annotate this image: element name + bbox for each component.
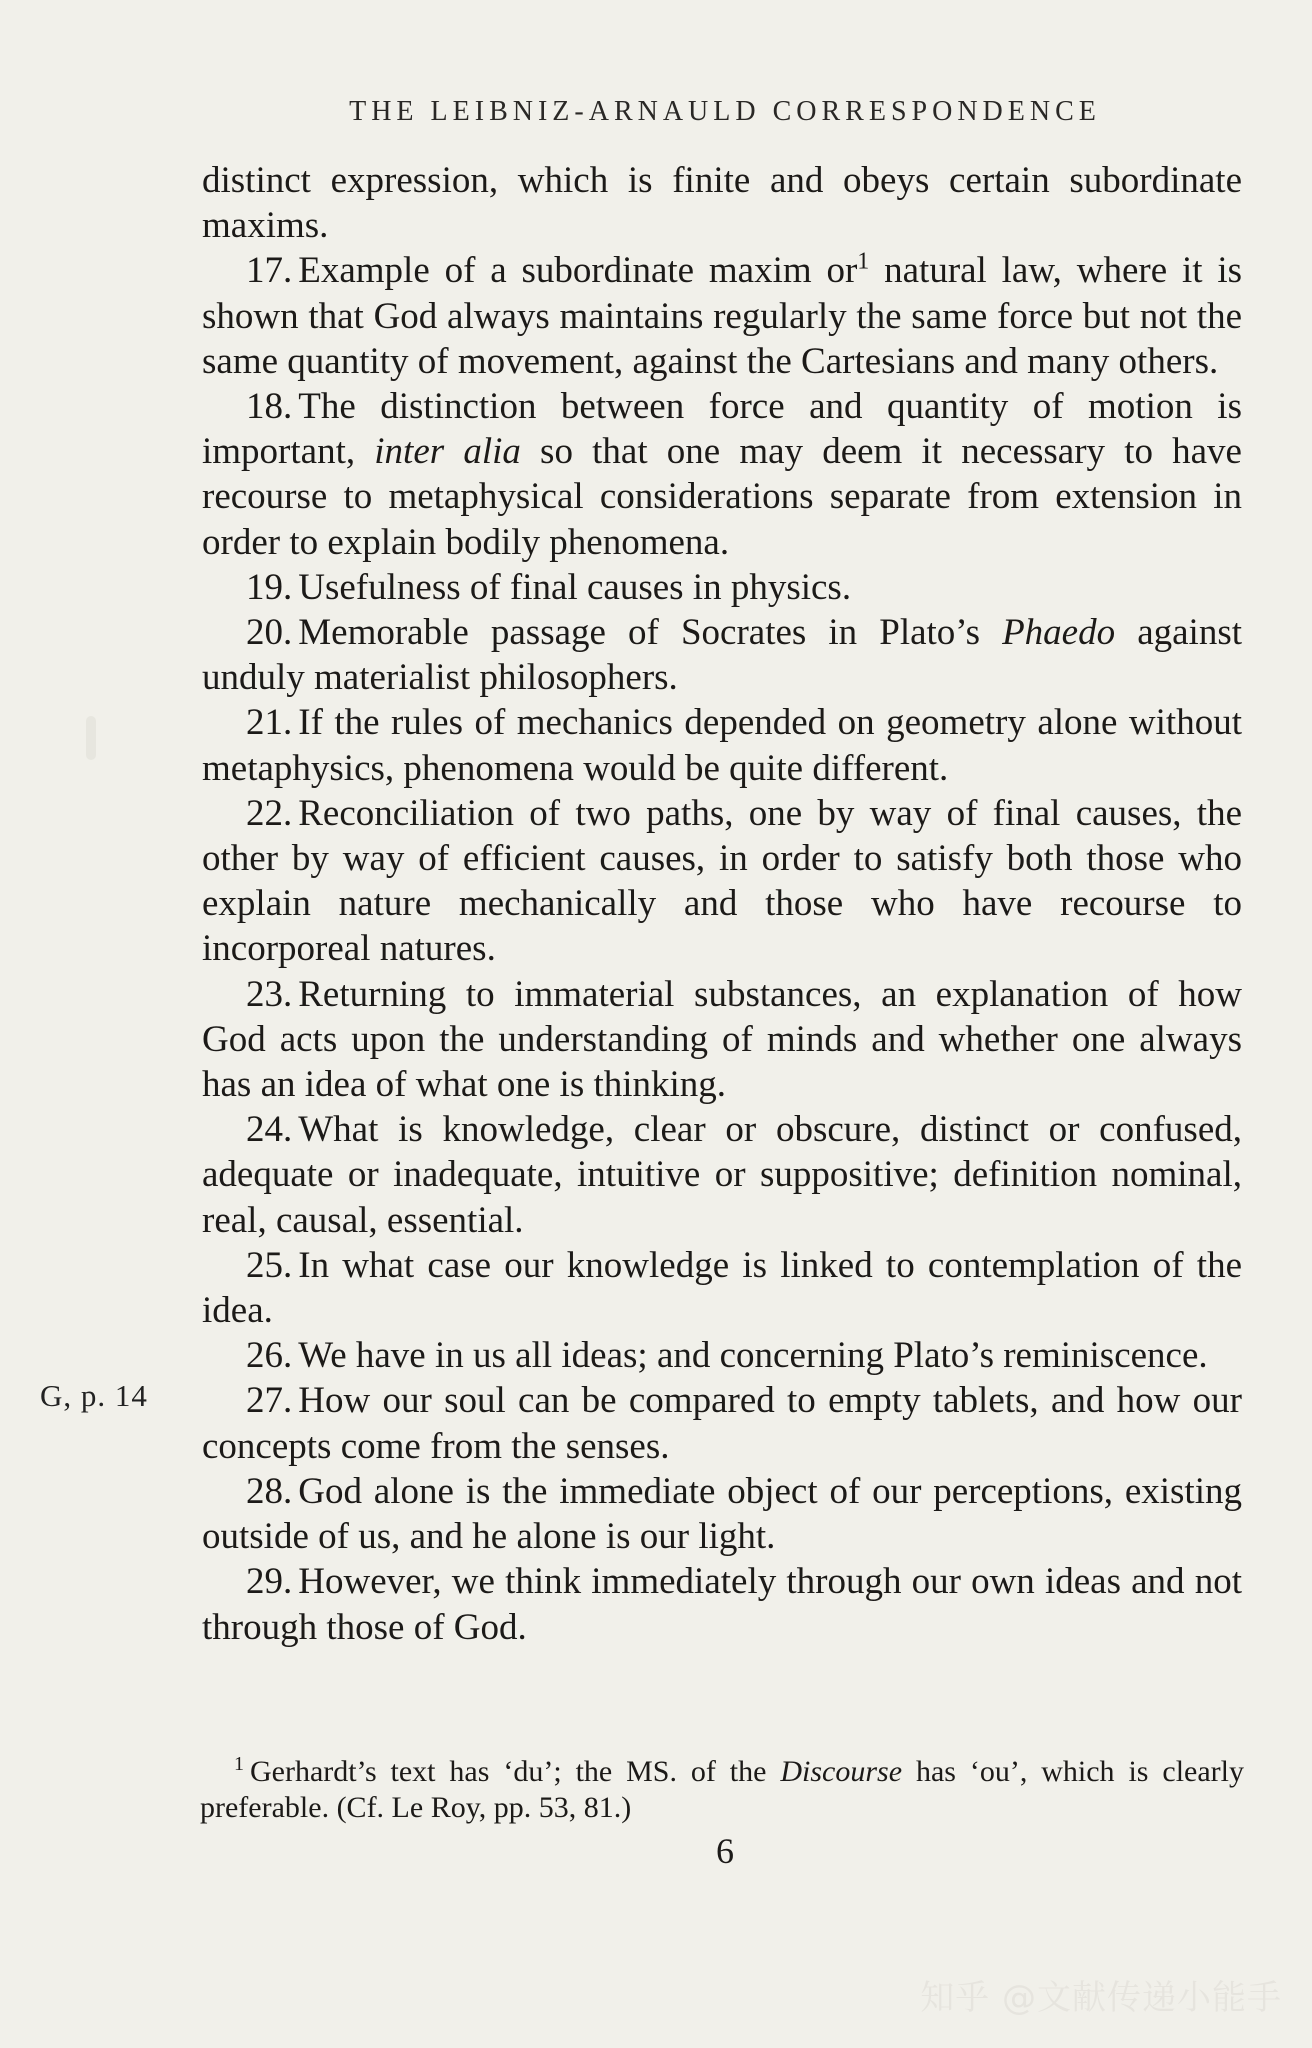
- footnote: [200, 1754, 1244, 1826]
- paragraph-text: against unduly materialist philosophers.: [202, 612, 1242, 699]
- paragraph-text: Example of a subordinate maxim or: [298, 250, 858, 292]
- page-number: 6: [716, 1831, 734, 1871]
- paragraph-number: 20.: [246, 612, 293, 654]
- paragraph-text: The distinction between force and quantity of motion is important,: [202, 386, 1242, 473]
- paragraph-text: Usefulness of final causes in physics.: [298, 566, 852, 608]
- paragraph-number: 22.: [246, 792, 293, 834]
- paragraph-number: 17.: [246, 250, 293, 292]
- footnote-number: 1: [234, 1753, 244, 1775]
- paragraph-text: natural law, where it is shown that God always maintains regularly the same force but not the same quantity of movement, against the Cartesians and many others.: [202, 250, 1242, 382]
- footnote-text: Gerhardt’s text has ‘du’; the MS. of the: [250, 1755, 781, 1788]
- paragraph-19: [202, 565, 1242, 610]
- paragraph-text: However, we think immediately through our own ideas and not through those of God.: [202, 1561, 1242, 1648]
- paragraph-text: God alone is the immediate object of our perceptions, existing outside of us, and he alone is our light.: [202, 1470, 1242, 1558]
- paragraph-text: so that one may deem it necessary to have recourse to metaphysical considerations separate from extension in order to explain bodily phenomena.: [202, 431, 1242, 563]
- paragraph-text: We have in us all ideas; and concerning Plato’s reminiscence.: [298, 1335, 1208, 1377]
- italic-phrase: inter alia: [374, 431, 521, 473]
- paragraph-text: Returning to immaterial substances, an explanation of how God acts upon the understanding of minds and whether one always has an idea of what one is thinking.: [202, 973, 1242, 1106]
- paragraph-22: [202, 791, 1242, 972]
- paragraph-text: How our soul can be compared to empty tablets, and how our concepts come from the senses.: [202, 1380, 1242, 1467]
- paragraph-text: distinct expression, which is finite and obeys certain subordinate maxims.: [202, 160, 1242, 247]
- watermark-text: 知乎 @文献传递小能手: [920, 1978, 1282, 2018]
- paragraph-continuation: [202, 158, 1242, 248]
- body-text: [202, 158, 1242, 1650]
- paragraph-23: [202, 972, 1242, 1108]
- paragraph-number: 27.: [246, 1380, 293, 1422]
- paragraph-number: 21.: [246, 702, 293, 744]
- paragraph-text: What is knowledge, clear or obscure, distinct or confused, adequate or inadequate, intuitive or suppositive; definition nominal, real, causal, essential.: [202, 1109, 1242, 1241]
- paragraph-17: [202, 248, 1242, 384]
- footnote-text: has ‘ou’, which is clearly preferable. (Cf. Le Roy, pp. 53, 81.): [200, 1755, 1245, 1824]
- paragraph-number: 24.: [246, 1109, 293, 1151]
- paragraph-number: 23.: [246, 973, 293, 1015]
- paragraph-24: [202, 1107, 1242, 1243]
- paragraph-21: [202, 700, 1242, 790]
- margin-reference: G, p. 14: [40, 1378, 148, 1413]
- paragraph-number: 26.: [246, 1335, 293, 1377]
- paragraph-number: 19.: [246, 566, 293, 608]
- paragraph-text: Memorable passage of Socrates in Plato’s: [298, 612, 1003, 654]
- paragraph-number: 25.: [246, 1244, 293, 1286]
- paragraph-number: 29.: [246, 1561, 293, 1603]
- paragraph-27: [202, 1378, 1242, 1468]
- page-blemish: [86, 716, 96, 760]
- paragraph-number: 28.: [246, 1470, 293, 1512]
- footnote-marker: 1: [857, 249, 870, 276]
- paragraph-20: [202, 610, 1242, 700]
- paragraph-text: In what case our knowledge is linked to contemplation of the idea.: [202, 1244, 1242, 1332]
- paragraph-25: [202, 1243, 1242, 1333]
- paragraph-18: [202, 384, 1242, 565]
- paragraph-text: Reconciliation of two paths, one by way of final causes, the other by way of efficient causes, in order to satisfy both those who explain nature mechanically and those who have recourse to incorporeal natures.: [202, 792, 1242, 970]
- running-title: THE LEIBNIZ-ARNAULD CORRESPONDENCE: [349, 96, 1101, 127]
- paragraph-number: 18.: [246, 386, 293, 428]
- paragraph-29: [202, 1559, 1242, 1649]
- italic-title: Discourse: [780, 1755, 903, 1788]
- paragraph-28: [202, 1469, 1242, 1559]
- italic-title: Phaedo: [1002, 612, 1116, 654]
- footnote-text-block: [200, 1754, 1244, 1826]
- paragraph-text: If the rules of mechanics depended on geometry alone without metaphysics, phenomena would be quite different.: [202, 702, 1242, 789]
- paragraph-26: [202, 1333, 1242, 1378]
